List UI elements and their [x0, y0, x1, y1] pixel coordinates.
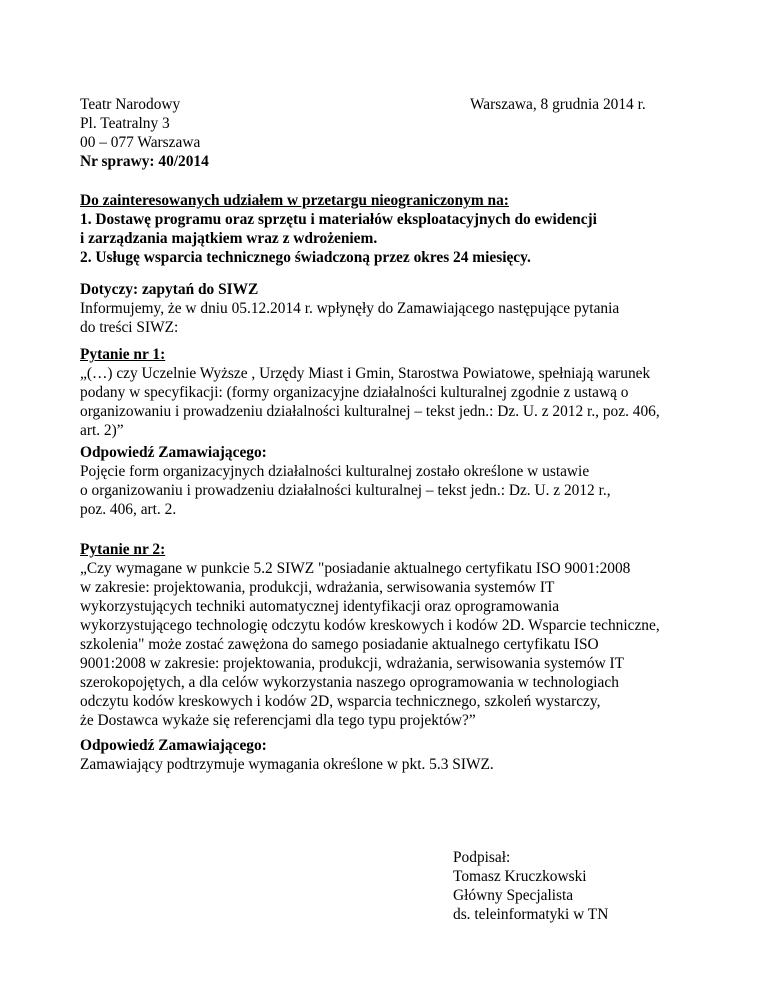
subject-heading: Do zainteresowanych udziałem w przetargu nieograniczonym na: — [80, 192, 509, 209]
answer-1-line: poz. 406, art. 2. — [80, 501, 177, 518]
question-1-line: podany w specyfikacji: (formy organizacyjne działalności kulturalnej zgodnie z ustawą o — [80, 384, 629, 401]
question-1-line: organizowaniu i prowadzeniu działalności kulturalnej – tekst jedn.: Dz. U. z 2012 r., poz. 406, — [80, 403, 660, 420]
question-2-line: „Czy wymagane w punkcie 5.2 SIWZ "posiadanie aktualnego certyfikatu ISO 9001:2008 — [80, 560, 631, 577]
question-1-heading: Pytanie nr 1: — [80, 346, 166, 363]
subject-item-1-line-2: i zarządzania majątkiem wraz z wdrożeniem. — [80, 230, 378, 247]
sender-postal-city: 00 – 077 Warszawa — [80, 134, 201, 151]
answer-1-heading: Odpowiedź Zamawiającego: — [80, 444, 267, 461]
answer-2-line: Zamawiający podtrzymuje wymagania określone w pkt. 5.3 SIWZ. — [80, 756, 494, 773]
case-number: Nr sprawy: 40/2014 — [80, 153, 209, 170]
answer-2-heading: Odpowiedź Zamawiającego: — [80, 737, 267, 754]
intro-heading: Dotyczy: zapytań do SIWZ — [80, 281, 259, 298]
answer-1-line: Pojęcie form organizacyjnych działalności kulturalnej zostało określone w ustawie — [80, 463, 590, 480]
date-line: Warszawa, 8 grudnia 2014 r. — [470, 96, 646, 113]
signature-label: Podpisał: — [453, 849, 511, 866]
intro-line: Informujemy, że w dniu 05.12.2014 r. wpłynęły do Zamawiającego następujące pytania — [80, 300, 620, 317]
question-2-line: szkolenia" może zostać zawężona do samego posiadanie aktualnego certyfikatu ISO — [80, 636, 599, 653]
question-2-line: wykorzystujących techniki automatycznej identyfikacji oraz oprogramowania — [80, 598, 560, 615]
question-2-line: odczytu kodów kreskowych i kodów 2D, wsparcia technicznego, szkoleń wystarczy, — [80, 693, 601, 710]
subject-item-1-line-1: 1. Dostawę programu oraz sprzętu i materiałów eksploatacyjnych do ewidencji — [80, 211, 597, 228]
sender-street: Pl. Teatralny 3 — [80, 115, 170, 132]
subject-item-2: 2. Usługę wsparcia technicznego świadczoną przez okres 24 miesięcy. — [80, 249, 531, 266]
question-2-line: 9001:2008 w zakresie: projektowania, produkcji, wdrażania, serwisowania systemów IT — [80, 655, 625, 672]
intro-block — [80, 280, 720, 337]
answer-1-block — [80, 443, 720, 519]
signature-title: Główny Specjalista — [453, 887, 574, 904]
signature-block — [453, 848, 733, 924]
question-2-line: szerokopojętych, a dla celów wykorzystania naszego oprogramowania w technologiach — [80, 674, 619, 691]
signature-name: Tomasz Kruczkowski — [453, 868, 587, 885]
question-2-line: że Dostawca wykaże się referencjami dla tego typu projektów?” — [80, 712, 476, 729]
question-2-line: wykorzystującego technologię odczytu kodów kreskowych i kodów 2D. Wsparcie techniczne, — [80, 617, 660, 634]
answer-1-line: o organizowaniu i prowadzeniu działalności kulturalnej – tekst jedn.: Dz. U. z 2012 r., — [80, 482, 611, 499]
intro-line: do treści SIWZ: — [80, 319, 179, 336]
question-2-heading: Pytanie nr 2: — [80, 541, 166, 558]
signature-department: ds. teleinformatyki w TN — [453, 906, 609, 923]
sender-name: Teatr Narodowy — [80, 96, 181, 113]
question-2-block — [80, 540, 720, 730]
question-1-line: „(…) czy Uczelnie Wyższe , Urzędy Miast i Gmin, Starostwa Powiatowe, spełniają warunek — [80, 365, 651, 382]
question-1-block — [80, 345, 720, 440]
question-2-line: w zakresie: projektowania, produkcji, wdrażania, serwisowania systemów IT — [80, 579, 555, 596]
answer-2-block — [80, 736, 720, 774]
question-1-line: art. 2)” — [80, 422, 124, 439]
subject-block — [80, 191, 720, 267]
